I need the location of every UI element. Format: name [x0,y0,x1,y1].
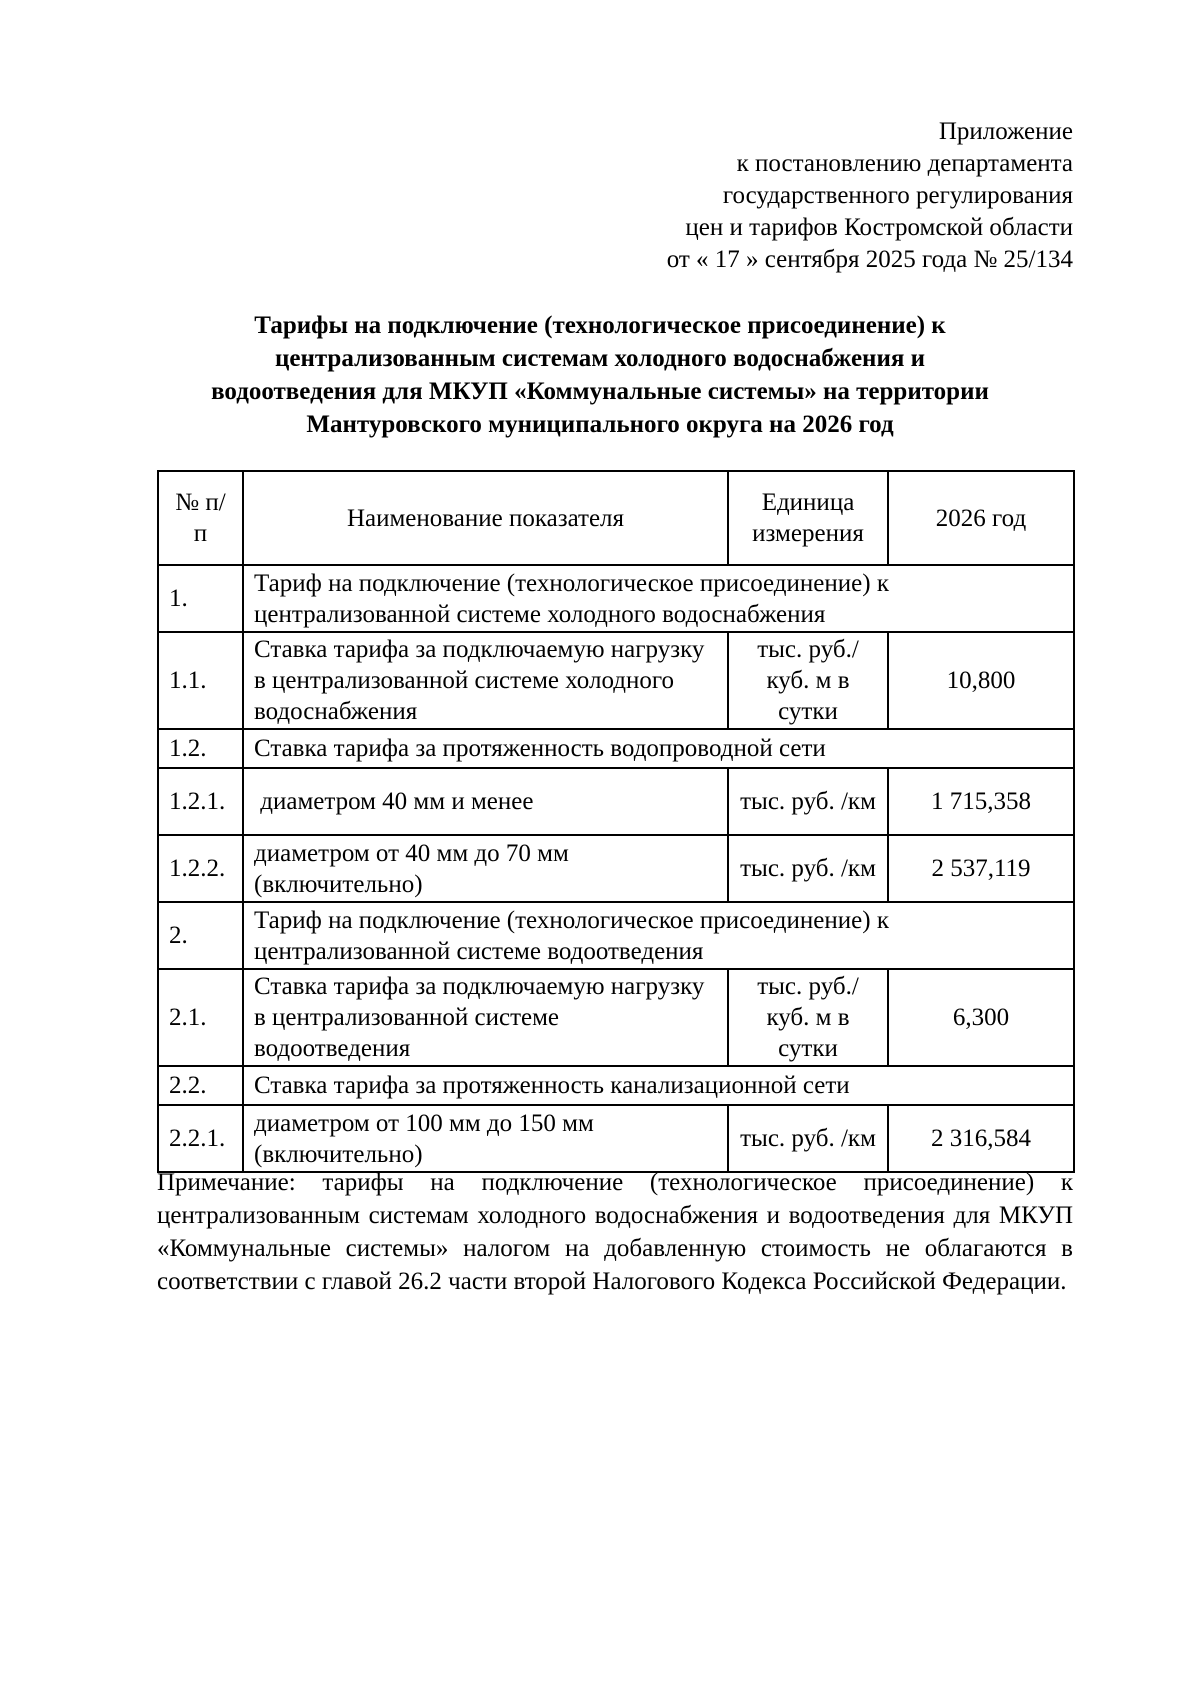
document-title [150,309,1050,441]
table-row [158,1066,1074,1105]
row-name: диаметром от 100 мм до 150 мм (включительно) [243,1105,728,1172]
row-name: Тариф на подключение (технологическое присоединение) к централизованной системе холодного водоснабжения [243,565,1074,632]
table-row [158,768,1074,835]
title-line: водоотведения для МКУП «Коммунальные системы» на территории [211,378,989,405]
row-name: Ставка тарифа за протяженность канализационной сети [243,1066,1074,1105]
row-value: 2 537,119 [888,835,1074,902]
row-num: 1.2.1. [158,768,243,835]
appendix-block [667,116,1073,276]
row-num: 1.1. [158,632,243,729]
row-name: Ставка тарифа за подключаемую нагрузку в централизованной системе холодного водоснабжения [243,632,728,729]
footnote: Примечание: тарифы на подключение (технологическое присоединение) к централизованным системам холодного водоснабжения и водоотведения для МКУП «Коммунальные системы» налогом на добавленную стоимость не облагаются в соответствии с главой 26.2 части второй Налогового Кодекса Российской Федерации. [157,1169,1073,1295]
table-row [158,632,1074,729]
table-row [158,729,1074,768]
row-num: 2. [158,902,243,969]
table-row [158,969,1074,1066]
table-row [158,835,1074,902]
header-unit: Единица измерения [728,471,888,565]
appendix-line: Приложение [938,118,1073,145]
row-value: 1 715,358 [888,768,1074,835]
appendix-line: к постановлению департамента [736,150,1073,177]
row-num: 1.2.2. [158,835,243,902]
row-unit: тыс. руб. /км [728,835,888,902]
row-value: 6,300 [888,969,1074,1066]
table-header-row [158,471,1074,565]
row-num: 2.2. [158,1066,243,1105]
row-name: диаметром 40 мм и менее [243,768,728,835]
title-line: Тарифы на подключение (технологическое присоединение) к [254,312,946,339]
appendix-line: государственного регулирования [722,182,1073,209]
row-name: диаметром от 40 мм до 70 мм (включительно) [243,835,728,902]
header-year: 2026 год [888,471,1074,565]
row-value: 10,800 [888,632,1074,729]
row-unit: тыс. руб./ куб. м в сутки [728,969,888,1066]
row-num: 1.2. [158,729,243,768]
table-row [158,565,1074,632]
header-num: № п/п [158,471,243,565]
tariffs-table [157,470,1075,1173]
row-name: Ставка тарифа за подключаемую нагрузку в централизованной системе водоотведения [243,969,728,1066]
row-num: 2.2.1. [158,1105,243,1172]
row-unit: тыс. руб. /км [728,768,888,835]
title-line: централизованным системам холодного водоснабжения и [274,345,926,372]
header-name: Наименование показателя [243,471,728,565]
title-line: Мантуровского муниципального округа на 2026 год [306,411,894,438]
row-unit: тыс. руб. /км [728,1105,888,1172]
appendix-line: от « 17 » сентября 2025 года № 25/134 [666,246,1073,273]
row-name: Тариф на подключение (технологическое присоединение) к централизованной системе водоотведения [243,902,1074,969]
row-num: 1. [158,565,243,632]
row-num: 2.1. [158,969,243,1066]
table-row [158,1105,1074,1172]
row-name: Ставка тарифа за протяженность водопроводной сети [243,729,1074,768]
row-value: 2 316,584 [888,1105,1074,1172]
appendix-line: цен и тарифов Костромской области [685,214,1073,241]
row-unit: тыс. руб./ куб. м в сутки [728,632,888,729]
table-row [158,902,1074,969]
